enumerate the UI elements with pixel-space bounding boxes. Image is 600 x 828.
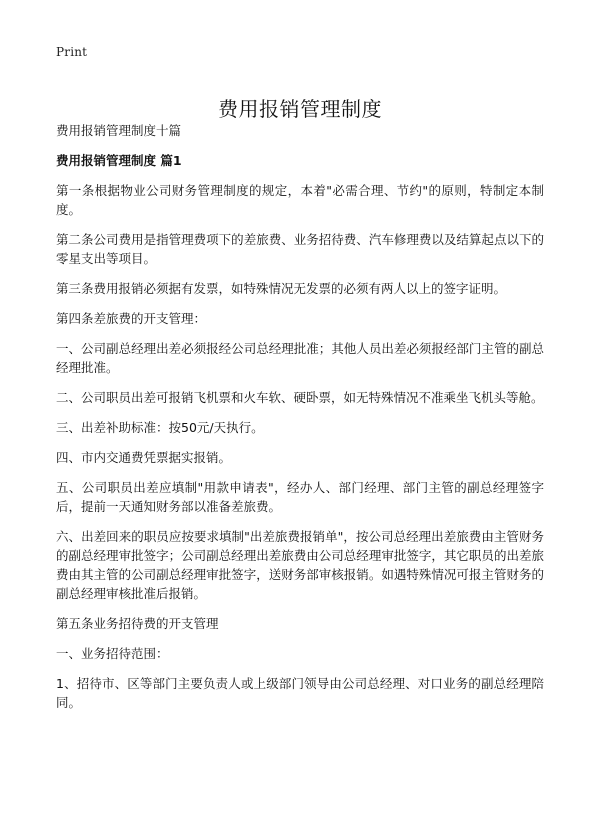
paragraph: 一、业务招待范围： <box>56 646 169 661</box>
paragraph: 第四条差旅费的开支管理： <box>56 311 207 326</box>
document-body <box>56 121 544 723</box>
paragraph: 四、市内交通费凭票据实报销。 <box>56 450 232 465</box>
paragraph: 一、公司副总经理出差必须报经公司总经理批准；其他人员出差必须报经部门主管的副总经理批准。 <box>56 341 544 375</box>
paragraph: 五、公司职员出差应填制"用款申请表"，经办人、部门经理、部门主管的副总经理签字后，提前一天通知财务部以准备差旅费。 <box>56 480 544 514</box>
paragraph: 第五条业务招待费的开支管理 <box>56 616 219 631</box>
paragraph: 三、出差补助标准：按50元/天执行。 <box>56 420 264 435</box>
paragraph: 第三条费用报销必须据有发票，如特殊情况无发票的必须有两人以上的签字证明。 <box>56 281 507 296</box>
paragraph: 六、出差回来的职员应按要求填制"出差旅费报销单"，按公司总经理出差旅费由主管财务的副总经理审批签字；公司副总经理出差旅费由公司总经理审批签字，其它职员的出差旅费由其主管的公司副总经理审批签字，送财务部审核报销。如遇特殊情况可报主管财务的副总经理审核批准后报销。 <box>56 529 544 601</box>
paragraph: 第二条公司费用是指管理费项下的差旅费、业务招待费、汽车修理费以及结算起点以下的零星支出等项目。 <box>56 232 544 266</box>
paragraph: 第一条根据物业公司财务管理制度的规定，本着"必需合理、节约"的原则，特制定本制度。 <box>56 183 544 217</box>
print-label: Print <box>56 45 88 59</box>
document-subtitle: 费用报销管理制度十篇 <box>56 123 182 138</box>
paragraph: 二、公司职员出差可报销飞机票和火车软、硬卧票，如无特殊情况不准乘坐飞机头等舱。 <box>56 390 544 405</box>
section-heading: 费用报销管理制度 篇1 <box>56 153 182 168</box>
paragraph: 1、招待市、区等部门主要负责人或上级部门领导由公司总经理、对口业务的副总经理陪同。 <box>56 676 544 710</box>
page-title: 费用报销管理制度 <box>218 97 382 122</box>
